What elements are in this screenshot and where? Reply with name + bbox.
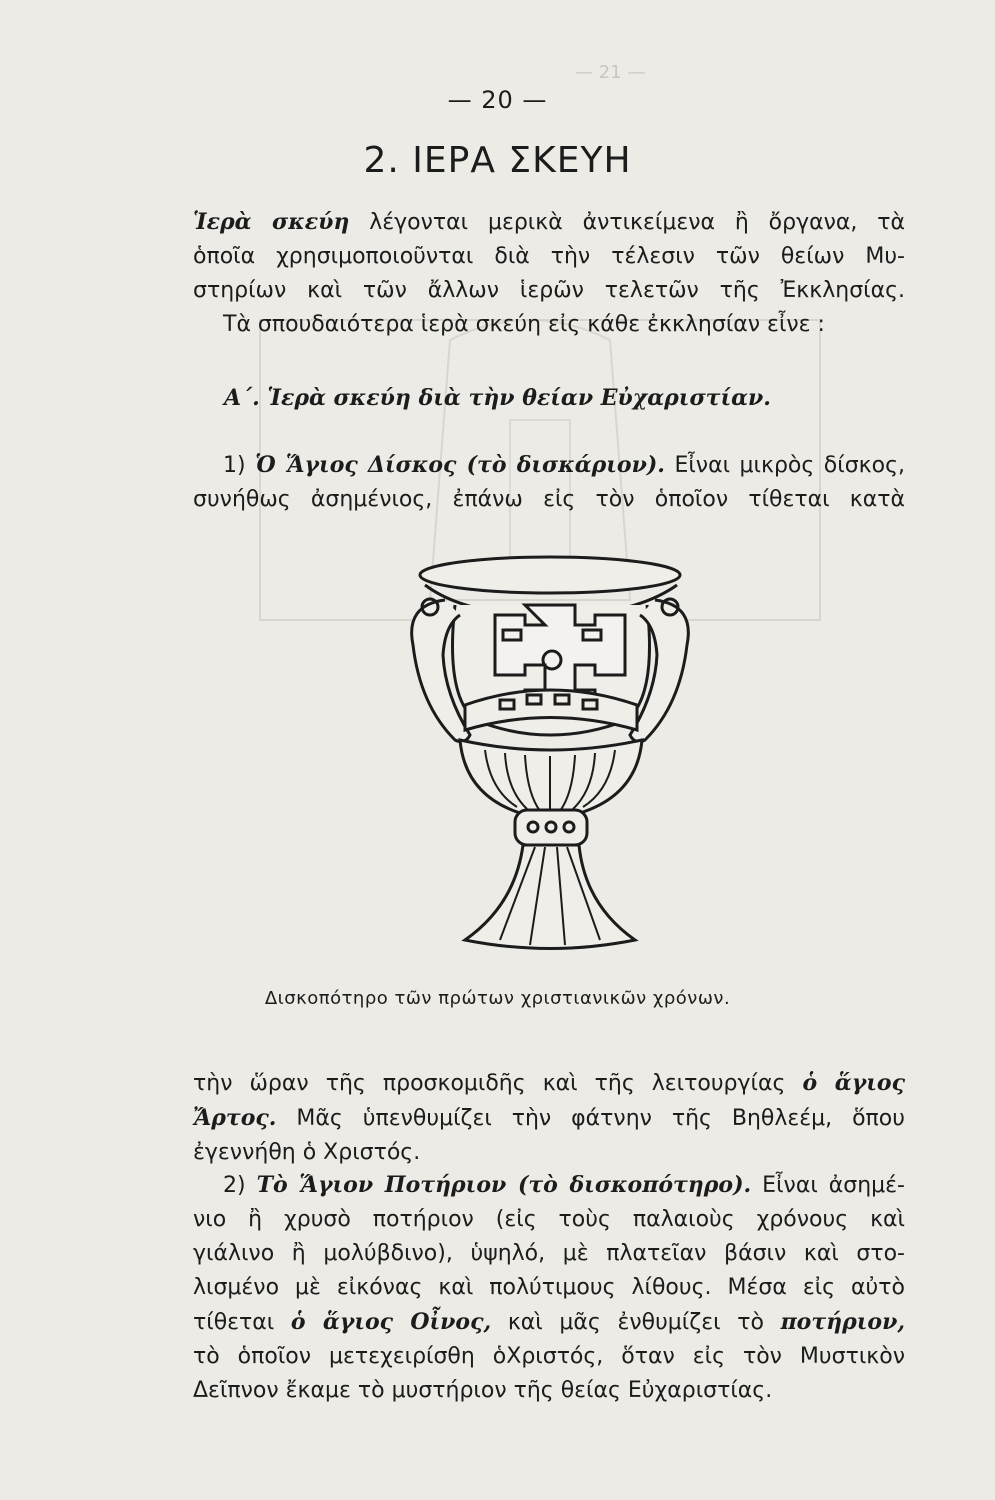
item2-line: Δεῖπνον ἔκαμε τὸ μυστήριον τῆς θείας Εὐχαριστίας. — [193, 1378, 773, 1403]
item2-line — [193, 1305, 905, 1340]
intro-line — [193, 205, 905, 240]
page-number: — 20 — — [447, 86, 548, 114]
continuation-paragraph — [193, 1066, 905, 1170]
intro-line: Τὰ σπουδαιότερα ἱερὰ σκεύη εἰς κάθε ἐκκλησίαν εἶνε : — [223, 312, 825, 337]
term-cup: ποτήριον, — [780, 1309, 906, 1335]
chapter-title: 2. ΙΕΡΑ ΣΚΕΥΗ — [363, 140, 632, 181]
item2-text: Εἶναι ἀσημέ- — [751, 1173, 905, 1198]
figure-caption: Δισκοπότηρο τῶν πρώτων χριστιανικῶν χρόνων. — [264, 988, 731, 1009]
item2-line: γιάλινο ἢ μολύβδινο), ὑψηλό, μὲ πλατεῖαν βάσιν καὶ στο- — [193, 1241, 905, 1266]
continuation-line: ἐγεννήθη ὁ Χριστός. — [193, 1140, 421, 1165]
intro-line: ὁποῖα χρησιμοποιοῦνται διὰ τὴν τέλεσιν τῶν θείων Μυ- — [193, 244, 905, 269]
item2-line: τὸ ὁποῖον μετεχειρίσθη ὁΧριστός, ὅταν εἰς τὸν Μυστικὸν — [193, 1344, 905, 1369]
continuation-text: Μᾶς ὑπενθυμίζει τὴν φάτνην τῆς Βηθλεέμ, ὅπου — [276, 1106, 905, 1131]
chalice-illustration — [405, 545, 695, 965]
item2-number: 2) — [223, 1173, 246, 1198]
item2-paragraph — [193, 1168, 905, 1408]
section-heading-text: Α΄. Ἱερὰ σκεύη διὰ τὴν θείαν Εὐχαριστίαν. — [224, 385, 771, 411]
term-bread: Ἄρτος. — [193, 1105, 277, 1131]
item2-line — [193, 1168, 905, 1203]
item1-text: Εἶναι μικρὸς δίσκος, — [664, 453, 905, 478]
item2-name: Τὸ Ἅγιον Ποτήριον (τὸ δισκοπότηρο). — [256, 1172, 752, 1198]
item1-line: συνήθως ἀσημένιος, ἐπάνω εἰς τὸν ὁποῖον τίθεται κατὰ — [193, 487, 905, 512]
intro-text: λέγονται μερικὰ ἀντικείμενα ἢ ὄργανα, τὰ — [349, 210, 905, 235]
page: — 21 — — 20 — 2. ΙΕΡΑ ΣΚΕΥΗ Ἱερὰ σκεύη λέγονται μερικὰ ἀντικείμενα ἢ ὄργανα, τὰ ὁποῖα χρησιμοποιοῦνται διὰ τὴν τέλεσιν τῶν θείων Μυ- στηρίων καὶ τῶν ἄλλων ἱερῶν τελετῶν τῆς Ἐκκλησίας. Τὰ σπουδαιότερα ἱερὰ σκεύη εἰς κάθε ἐκκλησίαν εἶνε : Α΄. Ἱερὰ σκεύη διὰ τὴν θείαν Εὐχαριστίαν. 1) Ὁ Ἅγιος Δίσκος (τὸ δισκάριον). Εἶναι μικρὸς δίσκος, συνήθως ἀσημένιος, ἐπάνω εἰς τὸν ὁποῖον τίθεται κατὰ Δισκοπότηρο τῶν πρώτων χριστιανικῶν χρόνων. τὴν ὥραν τῆς προσκομιδῆς καὶ τῆς λειτουργίας ὁ ἅγιος Ἄρτος. Μᾶς ὑπενθυμίζει τὴν φάτνην τῆς Βηθλεέμ, ὅπου ἐγεννήθη ὁ Χριστός. 2) Τὸ Ἅγιον Ποτήριον (τὸ δισκοπότηρο). Εἶναι ἀσημέ- νιο ἢ χρυσὸ ποτήριον (εἰς τοὺς παλαιοὺς χρόνους καὶ γιάλινο ἢ μολύβδινο), ὑψηλό, μὲ πλατεῖαν βάσιν καὶ στο- λισμένο μὲ εἰκόνας καὶ πολύτιμους λίθους. Μέσα εἰς αὐτὸ τίθεται ὁ ἅγιος Οἶνος, καὶ μᾶς ἐνθυμίζει τὸ ποτήριον, τὸ ὁποῖον μετεχειρίσθη ὁΧριστός, ὅταν εἰς τὸν Μυστικὸν Δεῖπνον ἔκαμε τὸ μυστήριον τῆς θείας Εὐχαριστίας. — [0, 0, 995, 1500]
term-holy-vessels: Ἱερὰ σκεύη — [193, 209, 350, 235]
item1-number: 1) — [223, 453, 246, 478]
item2-line: νιο ἢ χρυσὸ ποτήριον (εἰς τοὺς παλαιοὺς χρόνους καὶ — [193, 1207, 905, 1232]
term-holy: ὁ ἅγιος — [802, 1070, 905, 1096]
term-wine: ὁ ἅγιος Οἶνος, — [290, 1309, 492, 1335]
intro-paragraph — [193, 205, 905, 342]
continuation-text: τὴν ὥραν τῆς προσκομιδῆς καὶ τῆς λειτουργίας — [193, 1071, 803, 1096]
item1-paragraph — [193, 448, 905, 517]
item2-text: τίθεται — [193, 1310, 291, 1335]
item2-line: λισμένο μὲ εἰκόνας καὶ πολύτιμους λίθους. Μέσα εἰς αὐτὸ — [193, 1275, 905, 1300]
item1-name: Ὁ Ἅγιος Δίσκος (τὸ δισκάριον). — [255, 452, 665, 478]
intro-line: στηρίων καὶ τῶν ἄλλων ἱερῶν τελετῶν τῆς Ἐκκλησίας. — [193, 278, 905, 303]
section-heading — [0, 385, 995, 411]
continuation-line — [193, 1066, 905, 1101]
continuation-line — [193, 1101, 905, 1136]
item1-line — [193, 448, 905, 483]
item2-text: καὶ μᾶς ἐνθυμίζει τὸ — [491, 1310, 781, 1335]
